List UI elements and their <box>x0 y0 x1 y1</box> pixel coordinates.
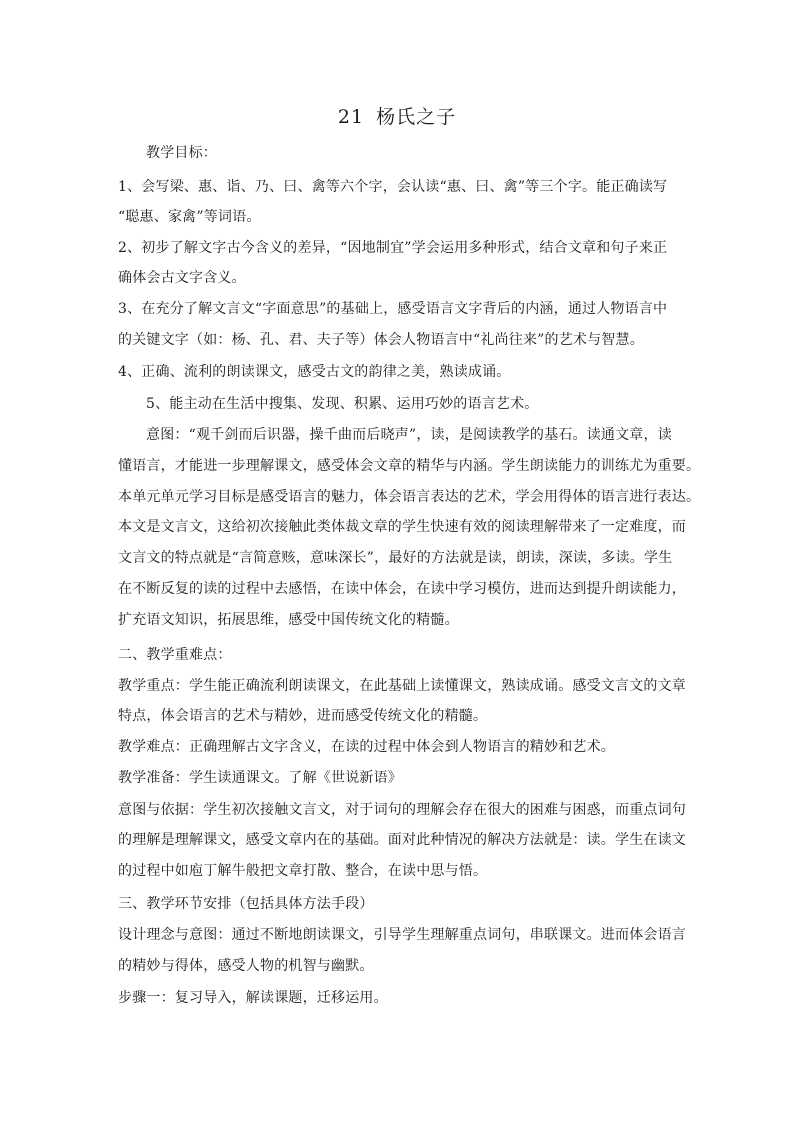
section-heading-arrangement: 三、教学环节安排（包括具体方法手段） <box>118 896 374 912</box>
paragraph-line: 步骤一：复习导入，解读课题，迁移运用。 <box>118 990 388 1006</box>
paragraph-line: 扩充语文知识，拓展思维，感受中国传统文化的精髓。 <box>118 612 459 628</box>
paragraph-line: 的精妙与得体，感受人物的机智与幽默。 <box>118 958 374 974</box>
paragraph-line: 本文是文言文，这给初次接触此类体裁文章的学生快速有效的阅读理解带来了一定难度，而 <box>118 519 686 535</box>
paragraph-line: 教学重点：学生能正确流利朗读课文，在此基础上读懂课文，熟读成诵。感受文言文的文章 <box>118 678 686 694</box>
paragraph-line: 特点，体会语言的艺术与精妙，进而感受传统文化的精髓。 <box>118 708 488 724</box>
paragraph-line: 的过程中如庖丁解牛般把文章打散、整合，在读中思与悟。 <box>118 863 488 879</box>
paragraph-line: 设计理念与意图：通过不断地朗读课文，引导学生理解重点词句，串联课文。进而体会语言 <box>118 927 686 943</box>
paragraph-line: 的理解是理解课文，感受文章内在的基础。面对此种情况的解决方法就是：读。学生在读文 <box>118 832 686 848</box>
paragraph-line: 文言文的特点就是“言简意赅，意味深长”，最好的方法就是读，朗读，深读，多读。学生 <box>118 550 673 566</box>
title-text: 杨氏之子 <box>376 106 457 128</box>
paragraph-line: 1、会写梁、惠、诣、乃、曰、禽等六个字，会认读“惠、曰、禽”等三个字。能正确读写 <box>118 179 668 195</box>
paragraph-line: 2、初步了解文字古今含义的差异，“因地制宜”学会运用多种形式，结合文章和句子来正 <box>118 240 668 256</box>
paragraph-line: 4、正确、流利的朗读课文，感受古文的韵律之美，熟读成诵。 <box>118 364 511 380</box>
title-number: 21 <box>337 106 365 128</box>
document-title <box>0 104 794 130</box>
paragraph-line: 确体会古文字含义。 <box>118 270 246 286</box>
section-heading-key-points: 二、教学重难点： <box>118 647 232 663</box>
paragraph-line: 意图：“观千剑而后识器，操千曲而后晓声”，读，是阅读教学的基石。读通文章，读 <box>146 427 672 443</box>
section-heading-objectives: 教学目标： <box>146 145 217 161</box>
paragraph-line: 3、在充分了解文言文“字面意思”的基础上，感受语言文字背后的内涵，通过人物语言中 <box>118 301 668 317</box>
paragraph-line: 5、能主动在生活中搜集、发现、积累、运用巧妙的语言艺术。 <box>146 396 539 412</box>
paragraph-line: 在不断反复的读的过程中去感悟，在读中体会，在读中学习模仿，进而达到提升朗读能力， <box>118 581 686 597</box>
paragraph-line: 教学准备：学生读通课文。了解《世说新语》 <box>118 770 402 786</box>
paragraph-line: 的关键文字（如：杨、孔、君、夫子等）体会人物语言中“礼尚往来”的艺术与智慧。 <box>118 332 644 348</box>
paragraph-line: 教学难点：正确理解古文字含义，在读的过程中体会到人物语言的精妙和艺术。 <box>118 739 615 755</box>
paragraph-line: 懂语言，才能进一步理解课文，感受体会文章的精华与内涵。学生朗读能力的训练尤为重要。 <box>118 458 701 474</box>
paragraph-line: 意图与依据：学生初次接触文言文，对于词句的理解会存在很大的困难与困惑，而重点词句 <box>118 802 686 818</box>
paragraph-line: 本单元单元学习目标是感受语言的魅力，体会语言表达的艺术，学会用得体的语言进行表达。 <box>118 489 701 505</box>
paragraph-line: “聪惠、家禽”等词语。 <box>118 209 261 225</box>
